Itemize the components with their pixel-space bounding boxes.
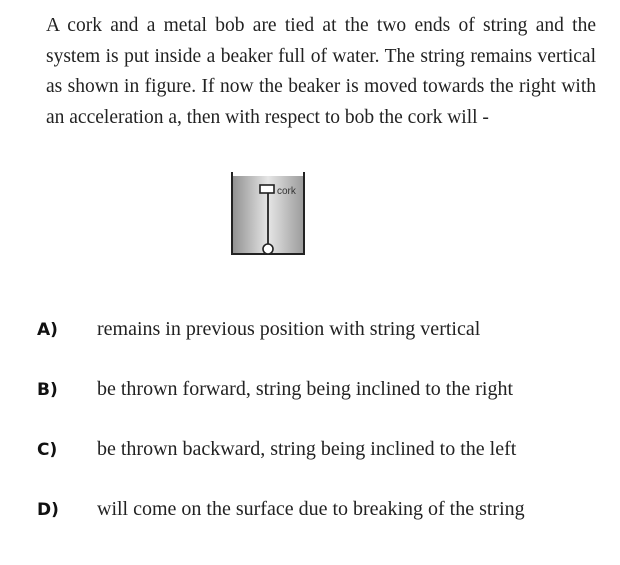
option-d[interactable]: [0, 498, 620, 528]
option-text: remains in previous position with string vertical: [97, 318, 481, 340]
metal-bob: [263, 244, 273, 254]
option-letter: C): [37, 440, 58, 460]
option-letter: D): [37, 500, 59, 520]
beaker-figure: [228, 172, 308, 258]
cork-label: cork: [277, 186, 296, 197]
option-letter: A): [37, 320, 58, 340]
option-text: be thrown forward, string being inclined to the right: [97, 378, 514, 400]
option-b[interactable]: [0, 378, 620, 408]
option-letter: B): [37, 380, 58, 400]
option-text: be thrown backward, string being inclined to the left: [97, 438, 517, 460]
option-a[interactable]: [0, 318, 620, 348]
cork-block: [260, 185, 274, 193]
option-text: will come on the surface due to breaking of the string: [97, 498, 525, 520]
option-c[interactable]: [0, 438, 620, 468]
beaker-diagram: [228, 172, 308, 258]
question-text: A cork and a metal bob are tied at the two ends of string and the system is put inside a beaker full of water. The string remains vertical as shown in figure. If now the beaker is moved towards the right with an acceleration a, then with respect to bob the cork will -: [46, 15, 596, 128]
